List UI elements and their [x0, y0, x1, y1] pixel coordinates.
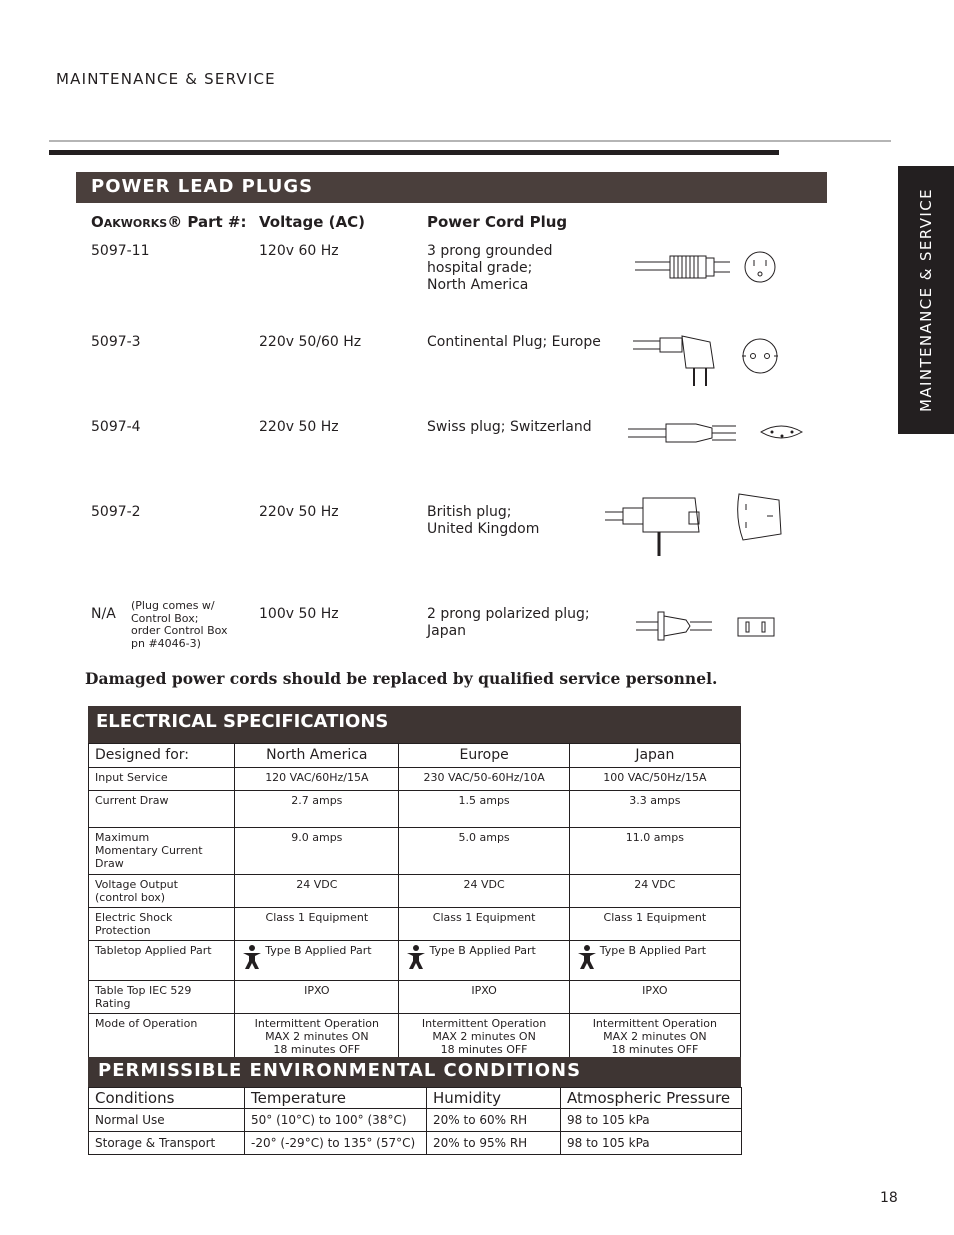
header-cell: Temperature — [245, 1088, 427, 1109]
plug-description: 2 prong polarized plug; Japan — [427, 606, 590, 639]
spec-value: Class 1 Equipment — [399, 908, 569, 941]
power-lead-title-band — [76, 172, 827, 203]
eu-plug-icon — [630, 328, 790, 392]
table-cell: Normal Use — [89, 1109, 245, 1132]
table-header-row — [89, 744, 741, 768]
row-label: Current Draw — [89, 791, 235, 828]
swiss-plug-icon — [626, 418, 806, 448]
part-suffix: ® Part #: — [167, 213, 247, 231]
spec-value-cell — [399, 941, 569, 981]
electrical-title-band — [88, 706, 741, 743]
col-voltage-header: Voltage (AC) — [259, 213, 365, 231]
header-cell: North America — [235, 744, 399, 768]
table-cell: 20% to 60% RH — [427, 1109, 561, 1132]
spec-value: Intermittent Operation MAX 2 minutes ON 18 minutes OFF — [569, 1014, 740, 1060]
row-label: Electric Shock Protection — [89, 908, 235, 941]
table-row — [89, 941, 741, 981]
side-tab-label: MAINTENANCE & SERVICE — [917, 187, 935, 413]
spec-value: 11.0 amps — [569, 828, 740, 875]
power-lead-title: POWER LEAD PLUGS — [91, 176, 314, 197]
spec-value: IPXO — [569, 981, 740, 1014]
electrical-spec-table — [88, 743, 741, 1060]
part-note: (Plug comes w/ Control Box; order Control Box pn #4046-3) — [131, 599, 228, 650]
spec-value: Type B Applied Part — [265, 944, 372, 957]
part-number: N/A — [91, 606, 116, 622]
environment-table — [88, 1087, 742, 1155]
environment-title: PERMISSIBLE ENVIRONMENTAL CONDITIONS — [98, 1060, 582, 1081]
row-label: Tabletop Applied Part — [89, 941, 235, 981]
row-label: Voltage Output (control box) — [89, 875, 235, 908]
voltage: 220v 50/60 Hz — [259, 334, 362, 350]
spec-value: 24 VDC — [399, 875, 569, 908]
uk-plug-icon — [603, 490, 793, 560]
table-header-row — [89, 1088, 742, 1109]
part-number: 5097-11 — [91, 243, 150, 259]
spec-value: 230 VAC/50-60Hz/10A — [399, 768, 569, 791]
table-row — [89, 828, 741, 875]
header-cell: Europe — [399, 744, 569, 768]
header-cell: Atmospheric Pressure — [561, 1088, 742, 1109]
spec-value: IPXO — [399, 981, 569, 1014]
voltage: 120v 60 Hz — [259, 243, 339, 259]
part-number: 5097-2 — [91, 504, 141, 520]
col-plug-header: Power Cord Plug — [427, 213, 568, 231]
header-cell: Humidity — [427, 1088, 561, 1109]
page-number: 18 — [880, 1190, 898, 1206]
brand-name: Oakworks — [91, 213, 168, 231]
type-b-applied-part-icon — [405, 944, 427, 970]
spec-value: 120 VAC/60Hz/15A — [235, 768, 399, 791]
spec-value: 9.0 amps — [235, 828, 399, 875]
row-label: Input Service — [89, 768, 235, 791]
us-plug-icon — [630, 248, 780, 288]
spec-value: Class 1 Equipment — [235, 908, 399, 941]
spec-value: 1.5 amps — [399, 791, 569, 828]
table-cell: 20% to 95% RH — [427, 1132, 561, 1155]
row-label: Mode of Operation — [89, 1014, 235, 1060]
table-row — [89, 791, 741, 828]
spec-value: Class 1 Equipment — [569, 908, 740, 941]
environment-title-band — [88, 1057, 741, 1087]
table-cell: 98 to 105 kPa — [561, 1109, 742, 1132]
spec-value-cell — [569, 941, 740, 981]
table-cell: 50° (10°C) to 100° (38°C) — [245, 1109, 427, 1132]
spec-value: IPXO — [235, 981, 399, 1014]
section-label: MAINTENANCE & SERVICE — [56, 70, 276, 88]
plug-description: Continental Plug; Europe — [427, 334, 601, 350]
type-b-applied-part-icon — [576, 944, 598, 970]
plug-description: Swiss plug; Switzerland — [427, 419, 592, 435]
warning-text: Damaged power cords should be replaced by qualified service personnel. — [85, 669, 718, 688]
table-row — [89, 1014, 741, 1060]
voltage: 100v 50 Hz — [259, 606, 339, 622]
table-row — [89, 908, 741, 941]
spec-value: Intermittent Operation MAX 2 minutes ON 18 minutes OFF — [235, 1014, 399, 1060]
table-row — [89, 1109, 742, 1132]
type-b-applied-part-icon — [241, 944, 263, 970]
electrical-title: ELECTRICAL SPECIFICATIONS — [96, 711, 389, 732]
voltage: 220v 50 Hz — [259, 504, 339, 520]
spec-value: Type B Applied Part — [599, 944, 707, 957]
table-row — [89, 768, 741, 791]
table-cell: Storage & Transport — [89, 1132, 245, 1155]
row-label: Table Top IEC 529 Rating — [89, 981, 235, 1014]
row-label: Maximum Momentary Current Draw — [89, 828, 235, 875]
table-cell: 98 to 105 kPa — [561, 1132, 742, 1155]
side-tab — [898, 166, 954, 434]
table-row — [89, 1132, 742, 1155]
spec-value: Intermittent Operation MAX 2 minutes ON 18 minutes OFF — [399, 1014, 569, 1060]
spec-value-cell — [235, 941, 399, 981]
table-row — [89, 981, 741, 1014]
japan-plug-icon — [634, 608, 784, 644]
header-rule-thick — [49, 150, 779, 155]
spec-value: 100 VAC/50Hz/15A — [569, 768, 740, 791]
plug-description: British plug; United Kingdom — [427, 504, 540, 537]
spec-value: 5.0 amps — [399, 828, 569, 875]
voltage: 220v 50 Hz — [259, 419, 339, 435]
spec-value: Type B Applied Part — [429, 944, 536, 957]
spec-value: 24 VDC — [569, 875, 740, 908]
header-cell: Designed for: — [89, 744, 235, 768]
spec-value: 24 VDC — [235, 875, 399, 908]
part-number: 5097-4 — [91, 419, 141, 435]
spec-value: 2.7 amps — [235, 791, 399, 828]
part-number: 5097-3 — [91, 334, 141, 350]
spec-value: 3.3 amps — [569, 791, 740, 828]
table-row — [89, 875, 741, 908]
col-part-header — [91, 213, 247, 231]
plug-description: 3 prong grounded hospital grade; North America — [427, 243, 553, 293]
header-cell: Japan — [569, 744, 740, 768]
table-cell: -20° (-29°C) to 135° (57°C) — [245, 1132, 427, 1155]
header-rule-thin — [49, 140, 891, 142]
header-cell: Conditions — [89, 1088, 245, 1109]
